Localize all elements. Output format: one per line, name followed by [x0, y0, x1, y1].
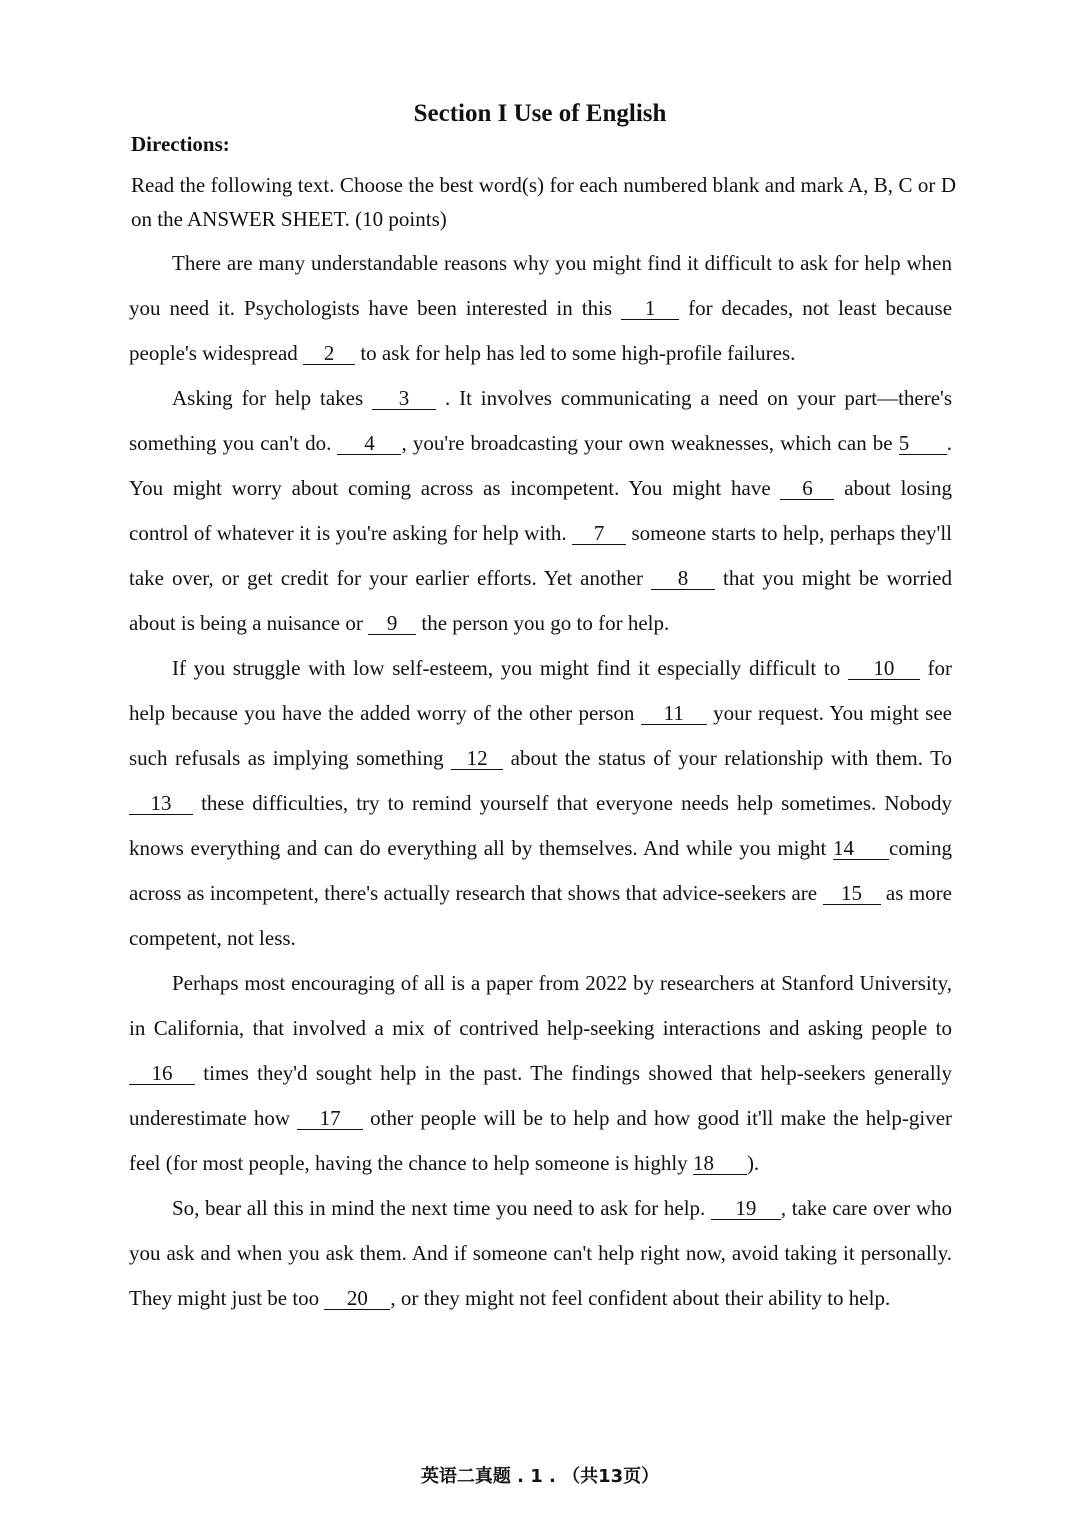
paragraph-3: If you struggle with low self-esteem, you might find it especially difficult to 10 for help because you have the added worry of the other person 11 your request. You might see such refusals as implying something 12 about the status of your relationship with them. To 13 these difficulties, try to remind yourself that everyone needs help sometimes. Nobody knows everything and can do everything all by themselves. And while you might 14 coming across as incompetent, there's actually research that shows that advice-seekers are 15 as more competent, not less.	[129, 656, 952, 950]
directions-heading: Directions:	[131, 132, 230, 156]
blank-4[interactable]: 4	[337, 433, 401, 455]
blank-2[interactable]: 2	[303, 343, 355, 365]
blank-8[interactable]: 8	[651, 568, 715, 590]
blank-15[interactable]: 15	[823, 883, 881, 905]
blank-13[interactable]: 13	[129, 793, 193, 815]
blank-1[interactable]: 1	[621, 298, 679, 320]
blank-18[interactable]: 18	[693, 1153, 747, 1175]
blank-10[interactable]: 10	[848, 658, 920, 680]
blank-17[interactable]: 17	[297, 1108, 363, 1130]
blank-6[interactable]: 6	[780, 478, 834, 500]
blank-20[interactable]: 20	[324, 1288, 390, 1310]
paragraph-4: Perhaps most encouraging of all is a paper from 2022 by researchers at Stanford University, in California, that involved a mix of contrived help-seeking interactions and asking people to 16 times they'd sought help in the past. The findings showed that help-seekers generally underestimate how 17 other people will be to help and how good it'll make the help-giver feel (for most people, having the chance to help someone is highly 18 ).	[129, 971, 953, 1175]
blank-9[interactable]: 9	[368, 613, 416, 635]
blank-14[interactable]: 14	[833, 838, 889, 860]
paragraph-1: There are many understandable reasons why you might find it difficult to ask for help when you need it. Psychologists have been interested in this 1 for decades, not least because people's widespread 2 to ask for help has led to some high-profile failures.	[129, 251, 953, 365]
page-footer: 英语二真题 . 1 . （共13页）	[420, 1466, 660, 1487]
paragraph-2: Asking for help takes 3 . It involves communicating a need on your part—there's something you can't do. 4 , you're broadcasting your own weaknesses, which can be 5 . You might worry about coming across as incompetent. You might have 6 about losing control of whatever it is you're asking for help with. 7 someone starts to help, perhaps they'll take over, or get credit for your earlier efforts. Yet another 8 that you might be worried about is being a nuisance or 9 the person you go to for help.	[129, 386, 952, 635]
directions-text: Read the following text. Choose the best word(s) for each numbered blank and mark A, B, C or D on the ANSWER SHEET. (10 points)	[131, 173, 956, 231]
blank-5[interactable]: 5	[899, 433, 947, 455]
blank-11[interactable]: 11	[641, 703, 707, 725]
paragraph-5: So, bear all this in mind the next time you need to ask for help. 19 , take care over who you ask and when you ask them. And if someone can't help right now, avoid taking it personally. They might just be too 20 , or they might not feel confident about their ability to help.	[129, 1196, 952, 1310]
section-title: Section I Use of English	[413, 100, 667, 127]
blank-12[interactable]: 12	[451, 748, 503, 770]
blank-16[interactable]: 16	[129, 1063, 195, 1085]
blank-7[interactable]: 7	[572, 523, 626, 545]
blank-19[interactable]: 19	[711, 1198, 781, 1220]
passage	[129, 241, 952, 1321]
blank-3[interactable]: 3	[372, 388, 436, 410]
